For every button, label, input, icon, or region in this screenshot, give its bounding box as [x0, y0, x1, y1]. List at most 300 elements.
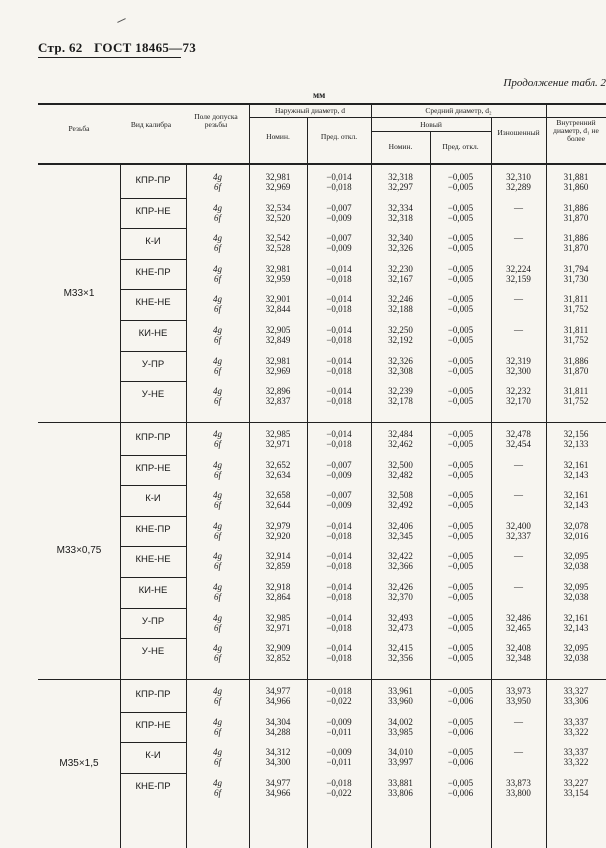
- value-line-1: 32,909: [265, 643, 291, 654]
- value-line-1: −0,014: [326, 520, 352, 531]
- outer-deviation-cell: [307, 294, 371, 314]
- value-line-1: 34,977: [265, 686, 291, 696]
- value-line-2: 32,133: [563, 439, 589, 449]
- value-line-2: −0,005: [447, 304, 474, 315]
- gauge-table: [38, 103, 606, 848]
- pitch-deviation-cell: [430, 356, 491, 376]
- worn-cell: [491, 551, 546, 571]
- value-line-2: 32,959: [265, 273, 291, 284]
- outer-deviation-cell: [307, 460, 371, 480]
- value-line-2: 6f: [213, 500, 221, 511]
- value-line-1: 32,905: [265, 325, 291, 335]
- value-line-1: 31,811: [563, 386, 589, 397]
- value-line-2: 6f: [213, 304, 221, 315]
- value-line-1: 32,406: [388, 520, 413, 531]
- value-line-2: 32,167: [388, 273, 413, 284]
- outer-deviation-cell: [307, 747, 371, 767]
- value-line-2: 32,969: [265, 182, 291, 192]
- value-line-2: 32,852: [265, 653, 291, 664]
- value-line-2: 33,800: [506, 787, 531, 798]
- pitch-deviation-cell: [430, 172, 491, 192]
- worn-cell: [491, 613, 546, 633]
- pitch-deviation-cell: [430, 264, 491, 284]
- inner-diameter-cell: [546, 551, 606, 571]
- tolerance-cell: [186, 325, 249, 345]
- value-line-2: 6f: [213, 787, 221, 798]
- gauge-type: КНЕ-ПР: [135, 523, 171, 535]
- outer-nominal-cell: [249, 613, 307, 633]
- units-label: мм: [313, 90, 326, 100]
- gauge-type: У-ПР: [141, 358, 165, 370]
- value-line-2: 31,860: [563, 182, 589, 192]
- value-line-1: −0,005: [447, 582, 474, 592]
- value-line-2: 33,322: [563, 726, 589, 737]
- outer-deviation-cell: [307, 643, 371, 663]
- value-line-2: −0,005: [447, 273, 474, 284]
- value-line-1: −0,005: [447, 459, 474, 470]
- outer-nominal-cell: [249, 747, 307, 767]
- value-line-2: −0,006: [447, 787, 474, 798]
- value-line-2: −0,005: [447, 500, 474, 511]
- value-line-1: 4g: [213, 520, 222, 531]
- value-line-1: 4g: [213, 202, 222, 213]
- tolerance-cell: [186, 582, 249, 602]
- inner-diameter-cell: [546, 203, 606, 223]
- gauge-type: К-И: [145, 236, 161, 248]
- outer-deviation-cell: [307, 490, 371, 510]
- value-line-2: 32,143: [563, 469, 589, 480]
- value-line-1: 32,326: [388, 355, 413, 366]
- pitch-nominal-cell: [371, 233, 430, 253]
- pitch-deviation-cell: [430, 613, 491, 633]
- value-line-2: 32,366: [388, 561, 413, 572]
- outer-deviation-cell: [307, 429, 371, 449]
- outer-nominal-cell: [249, 233, 307, 253]
- value-line-2: 33,322: [563, 757, 589, 768]
- value-line-2: 6f: [213, 212, 221, 223]
- value-line-1: −0,007: [326, 202, 352, 213]
- outer-deviation-cell: [307, 264, 371, 284]
- inner-diameter-cell: [546, 356, 606, 376]
- outer-nominal-cell: [249, 429, 307, 449]
- value-line-2: 31,870: [563, 212, 589, 223]
- value-line-1: 32,508: [388, 490, 413, 501]
- value-line-1: 32,914: [265, 551, 291, 562]
- value-line-2: −0,006: [447, 696, 474, 706]
- outer-nominal-cell: [249, 386, 307, 406]
- value-line-1: −0,005: [447, 325, 474, 335]
- value-line-2: [491, 561, 546, 571]
- value-line-2: 32,289: [506, 182, 531, 192]
- outer-nominal-cell: [249, 294, 307, 314]
- value-line-1: −0,005: [447, 386, 474, 397]
- gauge-type: У-НЕ: [141, 389, 165, 401]
- value-line-2: −0,018: [326, 273, 352, 284]
- worn-cell: [491, 521, 546, 541]
- inner-diameter-cell: [546, 490, 606, 510]
- header-outer-diameter: Наружный диаметр, d: [274, 106, 346, 115]
- value-line-2: −0,018: [326, 622, 352, 633]
- value-line-1: —: [514, 747, 523, 758]
- value-line-1: −0,005: [447, 490, 474, 501]
- table-top-rule: [38, 103, 606, 105]
- value-line-1: —: [514, 582, 523, 592]
- gauge-row-separator: [120, 608, 186, 609]
- gauge-row-separator: [120, 577, 186, 578]
- inner-diameter-cell: [546, 747, 606, 767]
- value-line-2: 32,170: [506, 396, 531, 407]
- value-line-1: 32,493: [388, 612, 413, 623]
- value-line-2: 34,966: [265, 696, 291, 706]
- outer-deviation-cell: [307, 686, 371, 706]
- value-line-1: 32,422: [388, 551, 413, 562]
- gauge-type: КНЕ-ПР: [135, 780, 171, 792]
- header-bottom-rule: [38, 163, 606, 165]
- pitch-nominal-cell: [371, 747, 430, 767]
- pitch-deviation-cell: [430, 778, 491, 798]
- value-line-1: 33,337: [563, 716, 589, 727]
- value-line-1: 32,224: [506, 263, 531, 274]
- header-nominal-2: Номин.: [388, 142, 413, 151]
- value-line-2: −0,006: [447, 757, 474, 768]
- value-line-2: 31,752: [563, 304, 589, 315]
- inner-diameter-cell: [546, 386, 606, 406]
- worn-cell: [491, 490, 546, 510]
- value-line-1: 33,973: [506, 686, 531, 696]
- pitch-nominal-cell: [371, 521, 430, 541]
- value-line-2: 33,985: [388, 726, 413, 737]
- value-line-1: −0,005: [447, 643, 474, 654]
- header-thread: Резьба: [68, 124, 90, 133]
- tolerance-cell: [186, 717, 249, 737]
- value-line-1: 31,886: [563, 233, 589, 244]
- value-line-2: 34,288: [265, 726, 291, 737]
- header-pred-otkl-2: Пред. откл.: [442, 142, 479, 151]
- value-line-1: 32,156: [563, 429, 589, 439]
- value-line-1: −0,005: [447, 233, 474, 244]
- value-line-2: −0,009: [326, 212, 352, 223]
- tolerance-cell: [186, 356, 249, 376]
- gauge-row-separator: [120, 546, 186, 547]
- value-line-1: −0,009: [326, 747, 352, 758]
- value-line-2: −0,018: [326, 653, 352, 664]
- gauge-row-separator: [120, 485, 186, 486]
- value-line-2: [491, 727, 546, 737]
- gauge-row-separator: [120, 742, 186, 743]
- outer-nominal-cell: [249, 717, 307, 737]
- value-line-2: 6f: [213, 561, 221, 572]
- table-vline: [120, 165, 121, 422]
- value-line-2: [491, 470, 546, 480]
- value-line-1: 32,981: [265, 355, 291, 366]
- pitch-deviation-cell: [430, 233, 491, 253]
- value-line-1: 32,310: [506, 172, 531, 182]
- value-line-1: 32,161: [563, 612, 589, 623]
- value-line-2: 32,492: [388, 500, 413, 511]
- value-line-2: 31,870: [563, 365, 589, 376]
- pitch-deviation-cell: [430, 582, 491, 602]
- value-line-2: 32,016: [563, 530, 589, 541]
- value-line-2: 6f: [213, 439, 221, 449]
- value-line-2: −0,018: [326, 396, 352, 407]
- value-line-1: 32,985: [265, 612, 291, 623]
- value-line-2: 32,038: [563, 653, 589, 664]
- value-line-2: 6f: [213, 696, 221, 706]
- value-line-1: −0,014: [326, 294, 352, 305]
- worn-cell: [491, 778, 546, 798]
- value-line-1: 32,979: [265, 520, 291, 531]
- value-line-2: −0,005: [447, 243, 474, 254]
- value-line-1: 4g: [213, 582, 222, 592]
- value-line-2: 6f: [213, 273, 221, 284]
- value-line-2: 32,971: [265, 439, 291, 449]
- value-line-2: 6f: [213, 653, 221, 664]
- value-line-1: 32,985: [265, 429, 291, 439]
- value-line-2: [491, 500, 546, 510]
- value-line-1: —: [514, 490, 523, 501]
- pitch-nominal-cell: [371, 460, 430, 480]
- value-line-2: 32,920: [265, 530, 291, 541]
- value-line-2: −0,005: [447, 335, 474, 345]
- value-line-2: −0,005: [447, 592, 474, 602]
- outer-deviation-cell: [307, 233, 371, 253]
- value-line-1: −0,005: [447, 612, 474, 623]
- pitch-nominal-cell: [371, 582, 430, 602]
- value-line-2: 32,326: [388, 243, 413, 254]
- outer-deviation-cell: [307, 717, 371, 737]
- value-line-1: —: [514, 233, 523, 244]
- value-line-2: 32,038: [563, 592, 589, 602]
- page-label: Стр. 62: [38, 40, 83, 55]
- value-line-2: −0,005: [447, 530, 474, 541]
- header-gauge: Вид калибра: [130, 120, 172, 129]
- tolerance-cell: [186, 747, 249, 767]
- value-line-2: 32,969: [265, 365, 291, 376]
- value-line-2: −0,005: [447, 469, 474, 480]
- value-line-2: 6f: [213, 530, 221, 541]
- value-line-1: 4g: [213, 172, 222, 182]
- value-line-1: −0,014: [326, 643, 352, 654]
- value-line-2: 32,192: [388, 335, 413, 345]
- value-line-1: 32,161: [563, 490, 589, 501]
- value-line-1: 32,542: [265, 233, 291, 244]
- value-line-1: 32,478: [506, 429, 531, 439]
- worn-cell: [491, 429, 546, 449]
- value-line-1: 4g: [213, 263, 222, 274]
- value-line-1: —: [514, 551, 523, 562]
- value-line-1: 4g: [213, 325, 222, 335]
- value-line-2: −0,009: [326, 500, 352, 511]
- value-line-2: −0,018: [326, 335, 352, 345]
- outer-deviation-cell: [307, 613, 371, 633]
- value-line-1: 33,881: [388, 777, 413, 788]
- tolerance-cell: [186, 233, 249, 253]
- outer-nominal-cell: [249, 551, 307, 571]
- value-line-1: 32,319: [506, 355, 531, 366]
- value-line-1: −0,014: [326, 551, 352, 562]
- pitch-nominal-cell: [371, 264, 430, 284]
- worn-cell: [491, 686, 546, 706]
- value-line-1: 4g: [213, 355, 222, 366]
- value-line-1: 4g: [213, 490, 222, 501]
- value-line-1: −0,009: [326, 716, 352, 727]
- value-line-2: −0,005: [447, 182, 474, 192]
- pitch-nominal-cell: [371, 429, 430, 449]
- value-line-1: —: [514, 294, 523, 305]
- header-new: Новый: [420, 120, 442, 129]
- value-line-1: −0,014: [326, 263, 352, 274]
- pitch-deviation-cell: [430, 717, 491, 737]
- value-line-2: 31,752: [563, 396, 589, 407]
- tolerance-cell: [186, 613, 249, 633]
- value-line-1: 33,227: [563, 777, 589, 788]
- pitch-deviation-cell: [430, 686, 491, 706]
- pitch-nominal-cell: [371, 686, 430, 706]
- value-line-1: −0,005: [447, 551, 474, 562]
- value-line-1: 4g: [213, 551, 222, 562]
- value-line-1: 31,886: [563, 355, 589, 366]
- value-line-2: −0,011: [326, 757, 352, 768]
- worn-cell: [491, 356, 546, 376]
- outer-deviation-cell: [307, 356, 371, 376]
- gauge-row-separator: [120, 455, 186, 456]
- value-line-2: 32,849: [265, 335, 291, 345]
- value-line-2: −0,005: [447, 622, 474, 633]
- header-pitch-diameter: Средний диаметр, d₂: [425, 106, 492, 115]
- value-line-1: 32,095: [563, 643, 589, 654]
- value-line-2: 32,188: [388, 304, 413, 315]
- value-line-2: [491, 243, 546, 253]
- gauge-row-separator: [120, 351, 186, 352]
- value-line-1: 32,658: [265, 490, 291, 501]
- worn-cell: [491, 386, 546, 406]
- value-line-1: 4g: [213, 233, 222, 244]
- inner-diameter-cell: [546, 686, 606, 706]
- value-line-1: −0,014: [326, 172, 352, 182]
- outer-nominal-cell: [249, 203, 307, 223]
- pitch-deviation-cell: [430, 460, 491, 480]
- value-line-2: −0,006: [447, 726, 474, 737]
- value-line-2: 32,143: [563, 500, 589, 511]
- value-line-2: 32,837: [265, 396, 291, 407]
- worn-cell: [491, 264, 546, 284]
- value-line-2: 6f: [213, 469, 221, 480]
- worn-cell: [491, 460, 546, 480]
- header-nominal: Номин.: [266, 132, 290, 141]
- header-tolerance-field: Поле допуска резьбы: [194, 112, 238, 129]
- inner-diameter-cell: [546, 778, 606, 798]
- inner-diameter-cell: [546, 613, 606, 633]
- gauge-row-separator: [120, 712, 186, 713]
- pitch-nominal-cell: [371, 386, 430, 406]
- value-line-1: −0,014: [326, 325, 352, 335]
- value-line-2: 32,465: [506, 622, 531, 633]
- header-inner-diameter: Внутренний диаметр, d₁ не более: [553, 118, 599, 143]
- value-line-1: −0,007: [326, 233, 352, 244]
- value-line-1: 31,811: [563, 294, 589, 305]
- value-line-1: 31,881: [563, 172, 589, 182]
- gauge-type: КИ-НЕ: [138, 585, 168, 596]
- value-line-2: 32,318: [388, 212, 413, 223]
- pitch-deviation-cell: [430, 490, 491, 510]
- value-line-2: 32,356: [388, 653, 413, 664]
- tolerance-cell: [186, 490, 249, 510]
- pitch-nominal-cell: [371, 356, 430, 376]
- value-line-2: −0,018: [326, 365, 352, 376]
- tolerance-cell: [186, 551, 249, 571]
- value-line-1: —: [514, 459, 523, 470]
- value-line-1: 32,095: [563, 551, 589, 562]
- value-line-1: 32,232: [506, 386, 531, 397]
- outer-nominal-cell: [249, 686, 307, 706]
- pitch-deviation-cell: [430, 643, 491, 663]
- pitch-nominal-cell: [371, 203, 430, 223]
- value-line-1: 32,981: [265, 263, 291, 274]
- value-line-1: −0,014: [326, 355, 352, 366]
- value-line-1: 34,010: [388, 747, 413, 758]
- value-line-1: 4g: [213, 686, 222, 696]
- tolerance-cell: [186, 294, 249, 314]
- value-line-2: −0,018: [326, 304, 352, 315]
- gauge-type: КПР-НЕ: [135, 462, 171, 474]
- gauge-type: КНЕ-НЕ: [135, 297, 171, 309]
- gauge-row-separator: [120, 198, 186, 199]
- value-line-2: 32,337: [506, 530, 531, 541]
- tolerance-cell: [186, 386, 249, 406]
- value-line-2: 32,859: [265, 561, 291, 572]
- value-line-2: −0,018: [326, 439, 352, 449]
- value-line-1: 32,340: [388, 233, 413, 244]
- value-line-1: −0,005: [447, 172, 474, 182]
- group-separator: [38, 422, 606, 423]
- tolerance-cell: [186, 460, 249, 480]
- outer-nominal-cell: [249, 778, 307, 798]
- value-line-2: −0,005: [447, 653, 474, 664]
- value-line-2: 32,520: [265, 212, 291, 223]
- header-rule-1: [249, 117, 606, 118]
- worn-cell: [491, 717, 546, 737]
- value-line-2: 32,370: [388, 592, 413, 602]
- pitch-nominal-cell: [371, 294, 430, 314]
- inner-diameter-cell: [546, 294, 606, 314]
- outer-deviation-cell: [307, 551, 371, 571]
- value-line-1: 4g: [213, 294, 222, 305]
- value-line-2: 33,806: [388, 787, 413, 798]
- pitch-nominal-cell: [371, 643, 430, 663]
- value-line-1: 4g: [213, 459, 222, 470]
- value-line-2: 31,752: [563, 335, 589, 345]
- value-line-2: −0,005: [447, 439, 474, 449]
- gauge-type: К-И: [145, 493, 161, 505]
- inner-diameter-cell: [546, 264, 606, 284]
- pitch-deviation-cell: [430, 386, 491, 406]
- value-line-2: 33,306: [563, 696, 589, 706]
- value-line-2: −0,018: [326, 592, 352, 602]
- value-line-1: 33,873: [506, 777, 531, 788]
- value-line-1: −0,005: [447, 747, 474, 758]
- pitch-nominal-cell: [371, 490, 430, 510]
- value-line-2: 34,966: [265, 787, 291, 798]
- value-line-2: −0,018: [326, 530, 352, 541]
- inner-diameter-cell: [546, 582, 606, 602]
- value-line-1: 32,250: [388, 325, 413, 335]
- value-line-2: 32,038: [563, 561, 589, 572]
- group-separator: [38, 679, 606, 680]
- outer-nominal-cell: [249, 172, 307, 192]
- value-line-1: 32,534: [265, 202, 291, 213]
- pitch-nominal-cell: [371, 778, 430, 798]
- value-line-1: −0,005: [447, 429, 474, 439]
